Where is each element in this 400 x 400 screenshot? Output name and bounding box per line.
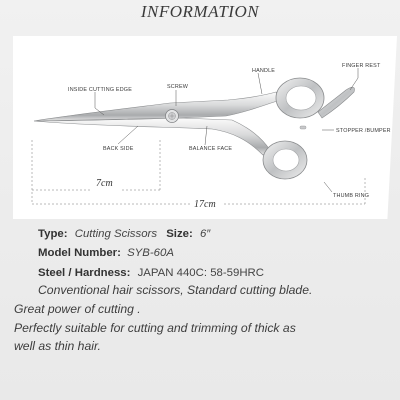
description-line-4: well as thin hair. [14, 339, 101, 353]
dimension-total-length: 17cm [194, 199, 216, 210]
finger-ring [276, 78, 324, 118]
description-line-1: Conventional hair scissors, Standard cutting blade. [38, 283, 313, 297]
type-label: Type: [38, 228, 68, 240]
steel-label: Steel / Hardness: [38, 267, 131, 279]
thumb-ring [263, 141, 307, 179]
label-back-side: BACK SIDE [103, 146, 134, 152]
type-value: Cutting Scissors [74, 228, 158, 240]
size-label: Size: [166, 228, 193, 240]
steel-value: JAPAN 440C: 58-59HRC [137, 267, 265, 279]
label-stopper-bumper: STOPPER /BUMPER [336, 128, 391, 134]
label-inside-cutting-edge: INSIDE CUTTING EDGE [68, 87, 132, 93]
stopper-bumper [300, 126, 306, 129]
dimension-blade-length: 7cm [96, 178, 113, 189]
description-line-2: Great power of cutting . [14, 302, 141, 316]
type-row [38, 228, 210, 240]
label-finger-rest: FINGER REST [342, 63, 381, 69]
model-value: SYB-60A [127, 247, 174, 259]
label-balance-face: BALANCE FACE [189, 146, 233, 152]
steel-row [38, 267, 264, 279]
description-line-3: Perfectly suitable for cutting and trimming of thick as [14, 321, 296, 335]
label-handle: HANDLE [252, 68, 276, 74]
page-title: INFORMATION [140, 2, 260, 21]
upper-blade [34, 92, 280, 121]
size-value: 6″ [199, 228, 211, 240]
label-thumb-ring: THUMB RING [333, 193, 370, 199]
lower-blade [34, 118, 270, 155]
label-screw: SCREW [167, 84, 189, 90]
specifications [0, 222, 400, 400]
model-row [38, 247, 174, 259]
screw [166, 110, 179, 123]
scissors-image [34, 78, 355, 179]
model-label: Model Number: [38, 247, 121, 259]
